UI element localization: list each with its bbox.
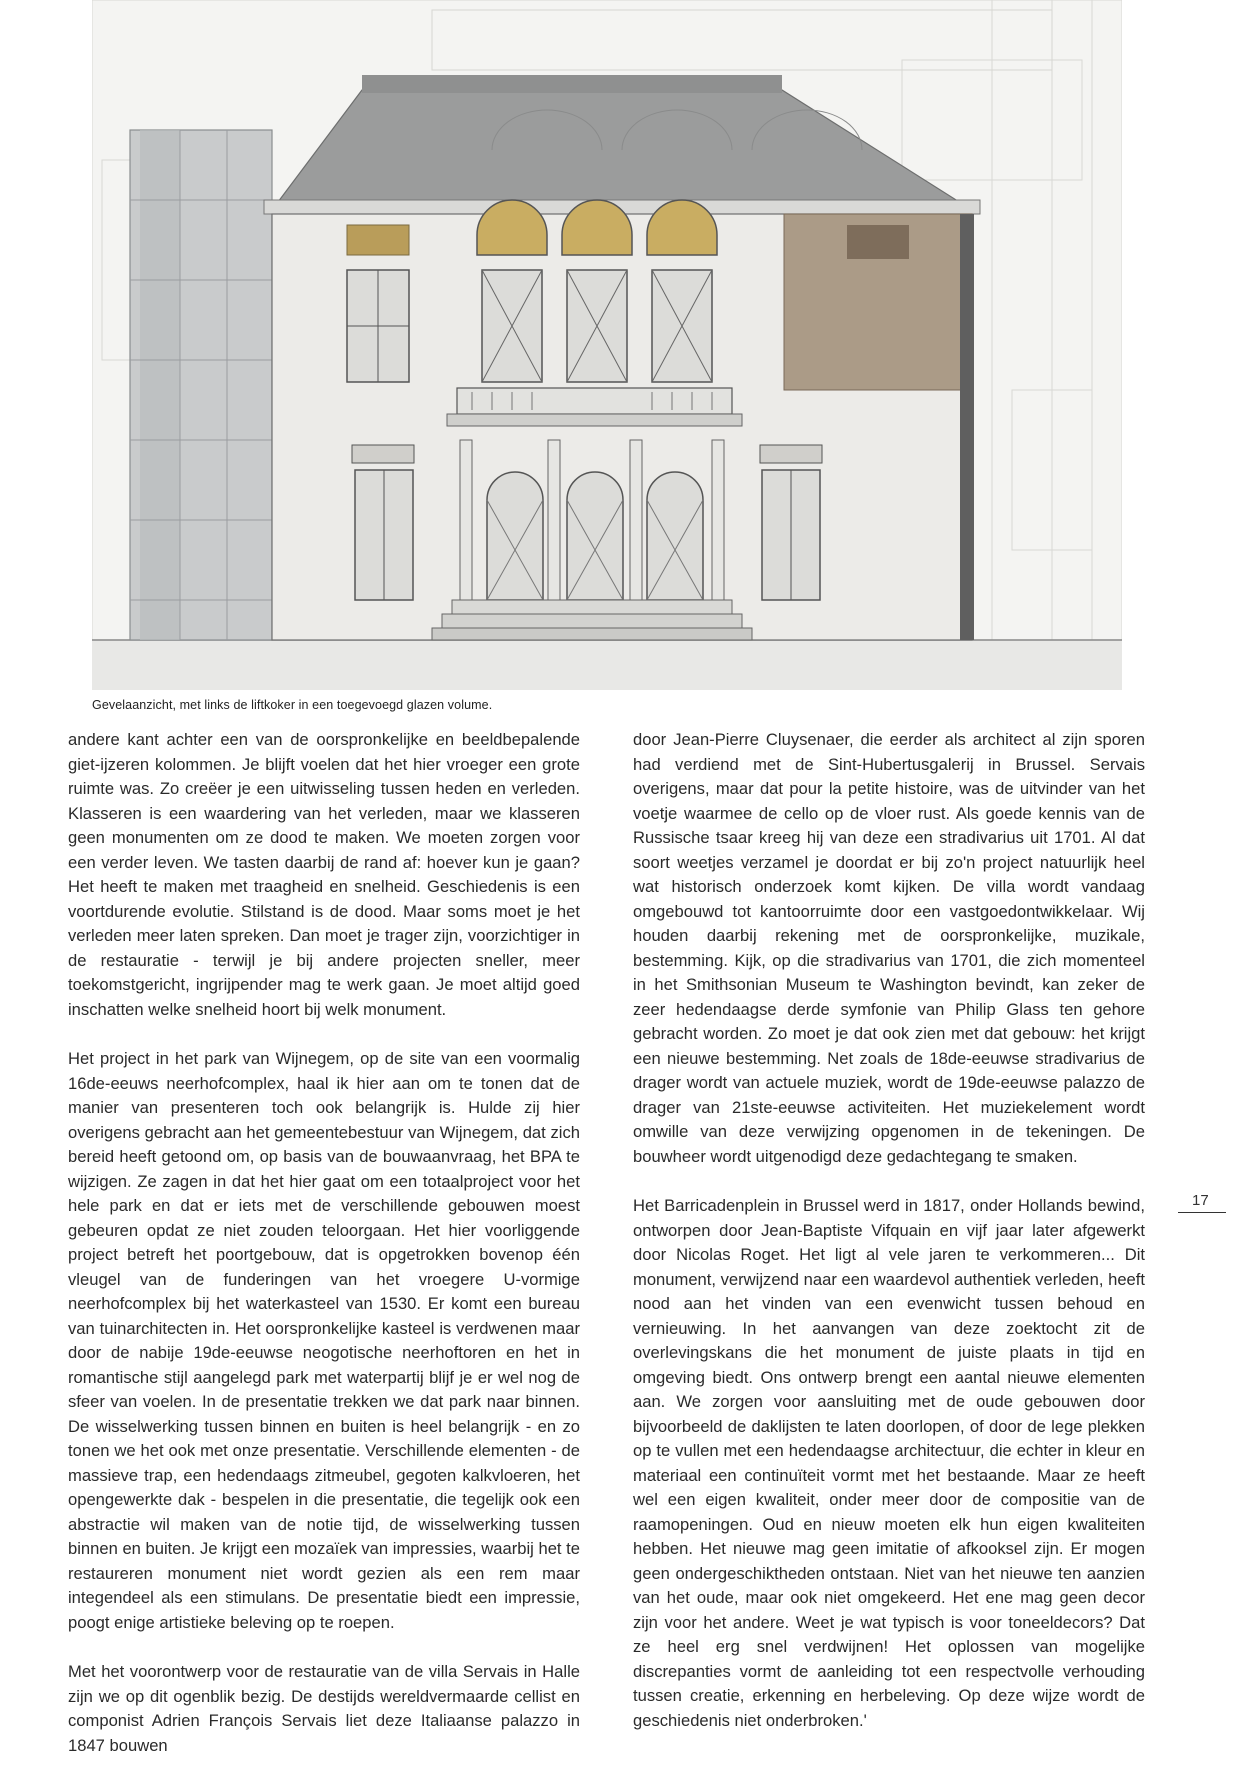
- paragraph: Het Barricadenplein in Brussel werd in 1817, onder Hollands bewind, ontworpen door Jean-Baptiste Vifquain en vijf jaar later afgewerkt door Nicolas Roget. Het ligt al vele jaren te verkommeren... Dit monument, verwijzend naar een waardevol authentiek verleden, heeft nood aan het vinden van een evenwicht tussen behoud en vernieuwing. In het aanvangen van deze zoektocht zit de overlevingskans die het monument de juiste plaats in tijd en omgeving biedt. Ons ontwerp brengt een aantal nieuwe elementen aan. We zorgen voor aansluiting met de oude gebouwen door bijvoorbeeld de daklijsten te laten doorlopen, of door de lege plekken op te vullen met een hedendaagse architectuur, die echter in kleur en materiaal een continuïteit vormt met het bestaande. Maar ze heeft wel een eigen kwaliteit, onder meer door de compositie van de raamopeningen. Oud en nieuw moeten elk hun eigen kwaliteiten hebben. Het nieuwe mag geen imitatie of afkooksel zijn. Er mogen geen ondergeschiktheden ontstaan. Niet van het nieuwe ten aanzien van het oude, maar ook niet omgekeerd. Het ene mag geen decor zijn voor het andere. Weet je wat typisch is voor toneeldecors? Dat ze heel erg snel verdwijnen! Het oplossen van mogelijke discrepanties vormt de aanleiding tot een respectvolle verhouding tussen creatie, erkenning en herbeleving. Op deze wijze wordt de geschiedenis niet onderbroken.': [633, 1196, 1145, 1730]
- page-number: 17: [1192, 1192, 1209, 1209]
- paragraph: andere kant achter een van de oorspronkelijke en beeldbepalende giet-ijzeren kolommen. Je blijft voelen dat het hier vroeger een grote ruimte was. Zo creëer je een uitwisseling tussen heden en verleden. Klasseren is een waardering van het verleden, maar we klasseren geen monumenten om ze dood te maken. We moeten zorgen voor een verder leven. We tasten daarbij de rand af: hoever kun je gaan? Het heeft te maken met traagheid en snelheid. Geschiedenis is een voortdurende evolutie. Stilstand is de dood. Maar soms moet je het verleden meer laten spreken. Dan moet je trager zijn, voorzichtiger in de restauratie - terwijl je bij andere projecten sneller, meer toekomstgericht, ingrijpender mag te werk gaan. Je moet altijd goed inschatten welke snelheid hoort bij welk monument.: [68, 730, 580, 1019]
- figure-caption: Gevelaanzicht, met links de liftkoker in een toegevoegd glazen volume.: [92, 698, 493, 712]
- glass-volume: [130, 130, 272, 640]
- facade-elevation-drawing: [92, 0, 1122, 690]
- text-column-right: [633, 728, 1145, 1758]
- text-column-left: [68, 728, 580, 1783]
- paragraph: Het project in het park van Wijnegem, op de site van een voormalig 16de-eeuws neerhofcomplex, haal ik hier aan om te tonen dat de manier van presenteren toch ook belangrijk is. Hulde zij hier overigens gebracht aan het gemeentebestuur van Wijnegem, dat zich bereid heeft getoond om, op basis van de bouwaanvraag, het BPA te wijzigen. Ze zagen in dat het hier gaat om een totaalproject voor het hele park en dat er iets met de verschillende gebouwen moest gebeuren opdat ze niet zouden teloorgaan. Het hier voorliggende project betreft het poortgebouw, dat is opgetrokken bovenop één vleugel van de funderingen van het vroegere U-vormige neerhofcomplex bij het waterkasteel van 1530. Er komt een bureau van tuinarchitecten in. Het oorspronkelijke kasteel is verdwenen maar door de nabije 19de-eeuwse neogotische neerhoftoren en het in romantische stijl aangelegd park met waterpartij blijf je er wel nog de sfeer van voelen. In de presentatie trekken we dat park naar binnen. De wisselwerking tussen binnen en buiten is heel belangrijk - en zo tonen we het ook met onze presentatie. Verschillende elementen - de massieve trap, een hedendaags zitmeubel, gegoten kalkvloeren, het opengewerkte dak - bespelen in die presentatie, die tegelijk ook een abstractie wil maken van de notie tijd, de wisselwerking tussen binnen en buiten. Je krijgt een mozaïek van impressies, waarbij het te restaureren monument niet wordt gezien als een rem maar integendeel als een stimulans. De presentatie biedt een impressie, poogt enige artistieke beleving op te roepen.: [68, 1049, 580, 1632]
- facade-drawing-svg: [92, 0, 1122, 690]
- paragraph: door Jean-Pierre Cluysenaer, die eerder als architect al zijn sporen had verdiend met de Sint-Hubertusgalerij in Brussel. Servais overigens, maar dat pour la petite histoire, was de uitvinder van het voetje waarmee de cello op de vloer rust. Als goede kennis van de Russische tsaar kreeg hij van deze een stradivarius uit 1701. Al dat soort weetjes verzamel je doordat er bij zo'n project natuurlijk heel wat historisch onderzoek komt kijken. De villa wordt vandaag omgebouwd tot kantoorruimte door een vastgoedontwikkelaar. Wij houden daarbij rekening met de oorspronkelijke, muzikale, bestemming. Kijk, op die stradivarius van 1701, die zich momenteel in het Smithsonian Museum te Washington bevindt, kan zeker de zeer hedendaagse derde symfonie van Philip Glass ten gehore gebracht worden. Zo moet je dat ook zien met dat gebouw: het krijgt een nieuwe bestemming. Net zoals de 18de-eeuwse stradivarius de drager wordt van actuele muziek, wordt de 19de-eeuwse palazzo de drager van 21ste-eeuwse activiteiten. Het muziekelement wordt omwille van deze verwijzing opgenomen in de tekeningen. De bouwheer wordt uitgenodigd deze gedachtegang te smaken.: [633, 730, 1145, 1166]
- page-number-rule: [1178, 1212, 1226, 1213]
- paragraph: Met het voorontwerp voor de restauratie van de villa Servais in Halle zijn we op dit ogenblik bezig. De destijds wereldvermaarde cellist en componist Adrien François Servais liet deze Italiaanse palazzo in 1847 bouwen: [68, 1662, 580, 1755]
